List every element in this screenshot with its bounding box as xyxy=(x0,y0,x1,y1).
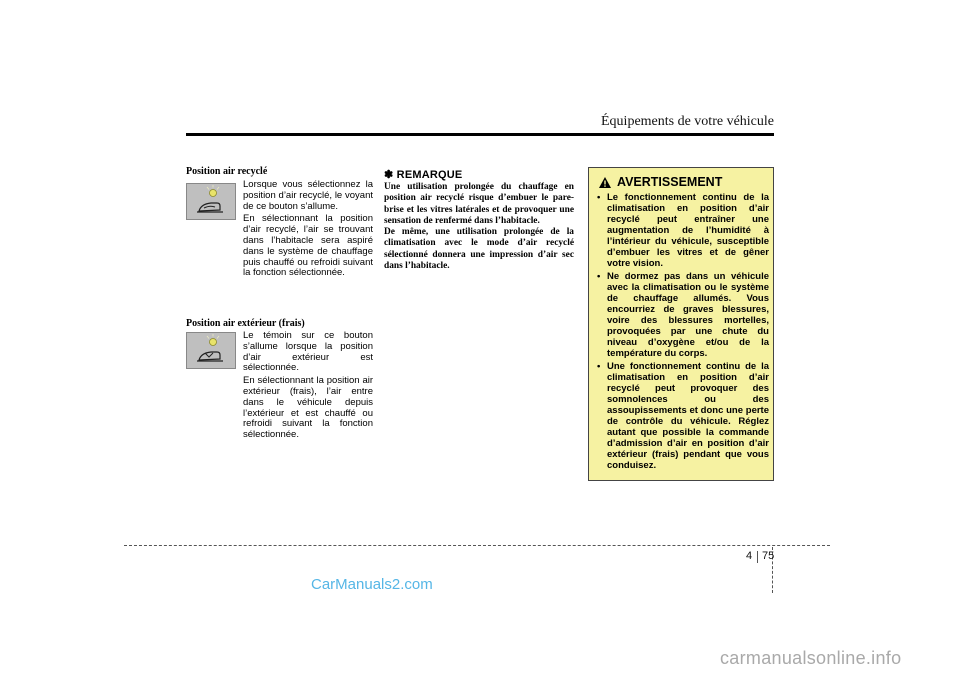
note-paragraph-1: Une utilisation prolongée du chauffage en position air recyclé risque d’embuer le pare-brise et les vitres latérales et de provoquer une sensation de renfermé dans l’habitacle. xyxy=(384,182,574,226)
fresh-air-icon xyxy=(187,333,235,368)
chapter-number: 4 xyxy=(746,550,753,562)
fresh-body-text xyxy=(243,331,373,443)
warning-header xyxy=(599,175,722,189)
page-header-title: Équipements de votre véhicule xyxy=(601,114,774,129)
recycle-body-text xyxy=(243,180,373,281)
bullet: • xyxy=(597,192,601,203)
warning-heading: AVERTISSEMENT xyxy=(617,175,723,189)
note-heading: ✽ REMARQUE xyxy=(384,169,463,181)
bullet: • xyxy=(597,271,601,282)
warning-item: • Le fonctionnement continu de la climatisation en position d’air recyclé peut entraîner une augmentation de l’humidité à l’intérieur du véhicule, susceptible d’embuer les vitres et de gêner votre vision. xyxy=(597,192,769,269)
fresh-paragraph-2: En sélectionnant la position air extérieur (frais), l’air entre dans le véhicule depuis l’extérieur et est chauffé ou refroidi suivant la fonction sélectionnée. xyxy=(243,375,373,441)
note-paragraph-2: De même, une utilisation prolongée de la climatisation avec le mode d’air recyclé sélectionné donnera une impression d’air sec dans l’habitacle. xyxy=(384,227,574,272)
recycle-paragraph-2: En sélectionnant la position d’air recyclé, l’air se trouvant dans l’habitacle sera aspiré dans le système de chauffage puis chauffé ou refroidi suivant la fonction sélectionnée. xyxy=(243,213,373,279)
recycle-paragraph-1: Lorsque vous sélectionnez la position d’air recyclé, le voyant de ce bouton s’allume. xyxy=(243,179,373,212)
note-text xyxy=(384,182,574,272)
warning-item: • Ne dormez pas dans un véhicule avec la climatisation ou le système de chauffage allumés. Vous encourriez de graves blessures, voire des blessures mortelles, provoquées par une chute du niveau d’oxygène et/ou de la température du corps. xyxy=(597,271,769,359)
watermark-carmanuals2[interactable]: CarManuals2.com xyxy=(311,576,433,593)
recycle-air-icon xyxy=(187,184,235,219)
recycle-button-image xyxy=(186,183,236,220)
fresh-button-image xyxy=(186,332,236,369)
watermark-carmanualsonline[interactable]: carmanualsonline.info xyxy=(720,648,902,668)
warning-box xyxy=(588,167,774,481)
fresh-section-title: Position air extérieur (frais) xyxy=(186,318,305,329)
fresh-paragraph-1: Le témoin sur ce bouton s’allume lorsque la position d’air extérieur est sélectionnée. xyxy=(243,330,373,374)
header-rule xyxy=(186,133,774,136)
warning-list xyxy=(595,192,769,473)
warning-item: • Une fonctionnement continu de la climatisation en position d’air recyclé peut provoquer des somnolences ou des assoupissements et donc une perte de contrôle du véhicule. Réglez autant que possible la commande d’admission d’air en position d’air extérieur (frais) pendant que vous conduisez. xyxy=(597,361,769,471)
warning-triangle-icon xyxy=(599,177,611,188)
bullet: • xyxy=(597,361,601,372)
page-number-separator xyxy=(757,551,758,563)
page-number: 75 xyxy=(762,550,775,562)
footer-dashed-rule xyxy=(124,545,830,546)
recycle-section-title: Position air recyclé xyxy=(186,166,268,177)
